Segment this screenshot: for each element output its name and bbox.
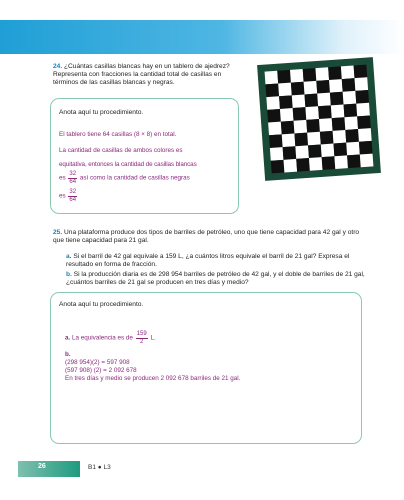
answer-line-2: La cantidad de casillas de ambos colores es [59, 147, 183, 154]
chess-square [328, 66, 342, 80]
chess-square [343, 91, 357, 105]
procedure-title: Anota aquí tu procedimiento. [59, 109, 144, 116]
question-text: Una plataforma produce dos tipos de barriles de petróleo, uno que tiene capacidad para 42 gal y otro que tiene capacidad para 21 gal. [53, 229, 360, 244]
answer-line-5 [59, 189, 78, 203]
question-25a [66, 253, 366, 269]
answer-a-label: a. [65, 334, 71, 342]
chess-square [290, 69, 304, 83]
chess-square [320, 131, 334, 145]
chess-square [347, 154, 361, 168]
procedure-box-25 [50, 292, 362, 444]
fraction-liters-den: 2 [140, 338, 144, 345]
chess-square [322, 156, 336, 170]
chess-square [321, 144, 335, 158]
chess-square [317, 93, 331, 107]
fraction-black-num: 32 [69, 189, 77, 195]
answer-b-line-3: En tres días y medio se producen 2 092 678 barriles de 21 gal. [65, 375, 241, 382]
subquestion-text: Si la producción diaria es de 298 954 barriles de petróleo de 42 gal, y el doble de barriles de 21 gal, ¿cuántos barriles de 21 gal se producen en tres días y medio? [66, 271, 365, 286]
chess-square [333, 143, 347, 157]
chess-square [344, 104, 358, 118]
chess-square [357, 115, 371, 129]
chess-square [344, 116, 358, 130]
chess-square [308, 144, 322, 158]
chess-square [319, 118, 333, 132]
fraction-white [68, 171, 77, 185]
answer-es-2: es [59, 192, 66, 200]
chess-square [280, 108, 294, 122]
chess-square [266, 96, 280, 110]
chess-square [342, 78, 356, 92]
procedure-title: Anota aquí tu procedimiento. [59, 301, 144, 308]
chess-square [307, 132, 321, 146]
answer-b-line-1: (298 954)(2) = 597 908 [65, 359, 130, 366]
footer-tab [18, 461, 80, 477]
answer-mid: así como la cantidad de casillas negras [79, 174, 190, 182]
answer-b-line-2: (597 908) (2) = 2 092 678 [65, 367, 137, 374]
chess-square [283, 146, 297, 160]
header-banner [0, 20, 404, 54]
chess-square [303, 68, 317, 82]
subquestion-label: b. [66, 271, 72, 278]
chess-square [294, 133, 308, 147]
chess-square [333, 130, 347, 144]
chess-square [271, 160, 285, 174]
chessboard-illustration [255, 55, 383, 183]
chess-square [315, 67, 329, 81]
fraction-liters [136, 331, 148, 345]
chess-square [270, 147, 284, 161]
chess-square [304, 81, 318, 95]
chess-square [292, 94, 306, 108]
chess-square [284, 159, 298, 173]
chess-square [305, 94, 319, 108]
chess-square [279, 95, 293, 109]
fraction-liters-num: 159 [136, 331, 147, 337]
subquestion-text: Si el barril de 42 gal equivale a 159 L, ¿a cuántos litros equivale el barril de 21 gal? Expresa el resultado en forma de fracción. [66, 253, 350, 268]
chess-square [265, 71, 279, 85]
chess-square [269, 134, 283, 148]
fraction-black [68, 189, 77, 203]
chess-square [358, 128, 372, 142]
answer-line-1: El tablero tiene 64 casillas (8 × 8) en total. [59, 131, 177, 138]
chess-square [278, 83, 292, 97]
chess-square [291, 82, 305, 96]
procedure-box-24 [50, 98, 239, 214]
chess-square [316, 80, 330, 94]
chess-square [334, 155, 348, 169]
chess-square [305, 106, 319, 120]
question-25 [53, 229, 363, 245]
answer-a-text: La equivalencia es de [72, 334, 133, 342]
fraction-black-den: 64 [69, 196, 77, 203]
answer-line-4 [59, 171, 234, 185]
chessboard-graphic [255, 55, 383, 183]
chess-square [360, 154, 374, 168]
question-24 [53, 63, 233, 87]
question-25b [66, 271, 366, 287]
chess-square [309, 157, 323, 171]
chess-square [355, 90, 369, 104]
chess-square [277, 70, 291, 84]
chess-square [265, 84, 279, 98]
chess-square [318, 105, 332, 119]
chess-square [345, 129, 359, 143]
chess-square [294, 120, 308, 134]
chess-square [341, 65, 355, 79]
question-text: ¿Cuántas casillas blancas hay en un tablero de ajedrez? Representa con fracciones la cantidad total de casillas en términos de las casillas blancas y negras. [53, 63, 230, 86]
chess-square [329, 79, 343, 93]
answer-a-unit: L. [150, 334, 156, 342]
answer-b-label: b. [65, 351, 71, 358]
chess-square [359, 141, 373, 155]
answer-line-3: equitativa, entonces la cantidad de casillas blancas [59, 161, 197, 168]
subquestion-label: a. [66, 253, 72, 260]
chess-square [356, 103, 370, 117]
chess-square [330, 92, 344, 106]
chess-square [354, 77, 368, 91]
chess-square [281, 121, 295, 135]
chess-square [267, 109, 281, 123]
question-number: 24. [53, 63, 63, 70]
chess-square [268, 122, 282, 136]
page-number: 26 [38, 463, 46, 470]
chess-square [306, 119, 320, 133]
section-label: B1 ● L3 [88, 464, 111, 471]
chess-square [293, 107, 307, 121]
chess-square [332, 117, 346, 131]
fraction-white-den: 64 [69, 178, 77, 185]
answer-a [65, 331, 156, 345]
chess-square [296, 158, 310, 172]
chess-square [331, 105, 345, 119]
answer-es-1: es [59, 174, 66, 182]
chess-square [354, 65, 368, 79]
chess-square [282, 133, 296, 147]
chess-square [295, 145, 309, 159]
fraction-white-num: 32 [69, 171, 77, 177]
chess-square [346, 142, 360, 156]
question-number: 25. [53, 229, 63, 236]
